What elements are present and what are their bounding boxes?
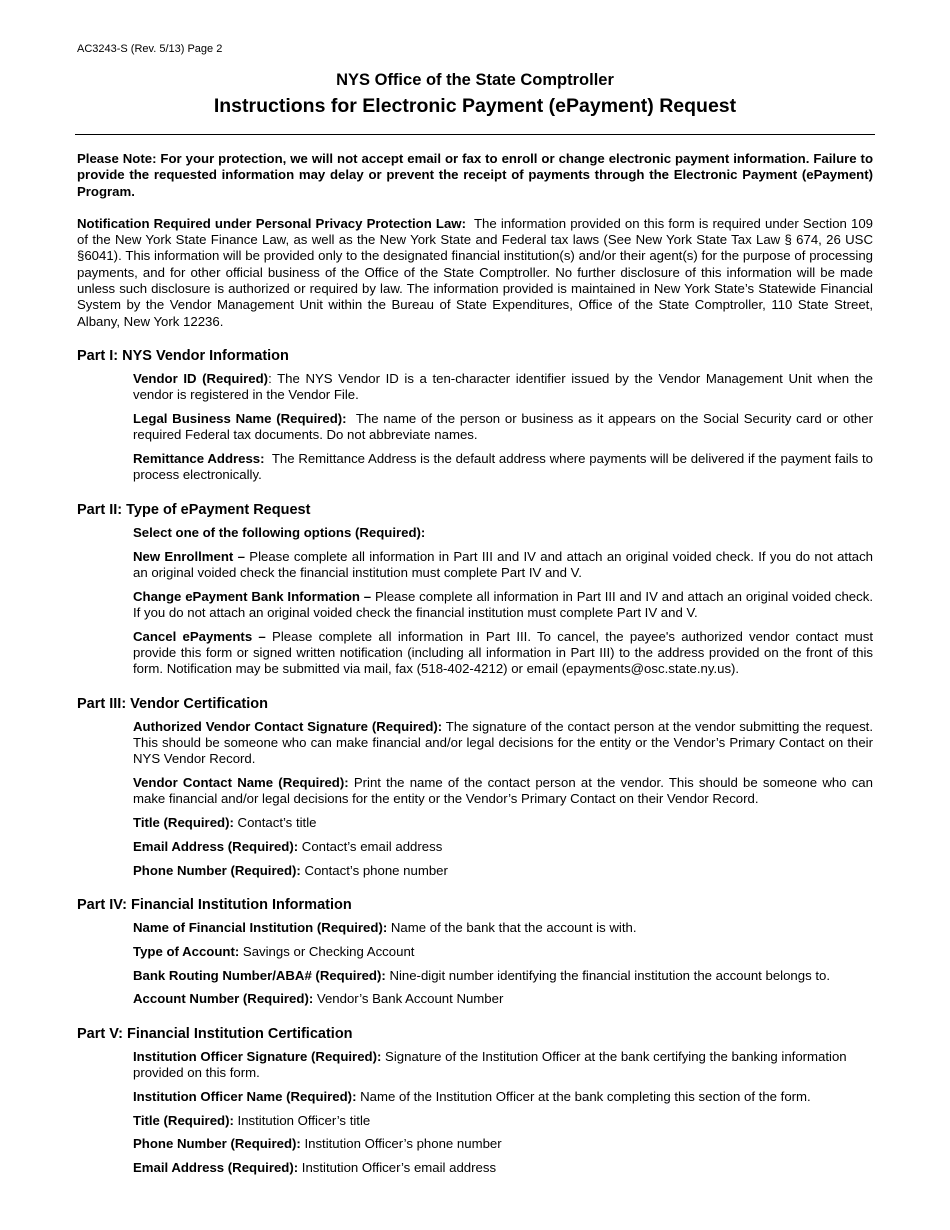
item-label: Phone Number (Required): (133, 862, 301, 878)
list-item (133, 1049, 873, 1082)
item-label: Cancel ePayments – (133, 628, 266, 644)
part2-title: Part II: Type of ePayment Request (77, 501, 311, 518)
part3-items (133, 719, 873, 879)
list-item (133, 920, 873, 936)
list-item (133, 991, 873, 1007)
item-label: Phone Number (Required): (133, 1136, 301, 1152)
list-item (133, 968, 873, 984)
instructions-body (77, 151, 873, 1184)
list-item (133, 719, 873, 768)
list-item (133, 775, 873, 808)
item-label: New Enrollment – (133, 548, 245, 564)
item-label: Account Number (Required): (133, 991, 314, 1007)
item-label: Title (Required): (133, 815, 234, 831)
part3-title: Part III: Vendor Certification (77, 695, 268, 712)
item-label: Vendor ID (Required) (133, 370, 269, 386)
privacy-label: Notification Required under Personal Privacy Protection Law: (77, 215, 466, 231)
item-label: Vendor Contact Name (Required): (133, 775, 349, 791)
item-text: Contact’s title (237, 815, 317, 831)
item-text: Contact’s email address (301, 838, 443, 854)
part4-items (133, 920, 873, 1008)
item-label: Title (Required): (133, 1112, 234, 1128)
item-text: The signature of the contact person at the vendor submitting the request. This should be someone who can make financial and/or legal decisions for the entity or the Vendor’s Primary Contact on their NYS Vendor Record. (133, 718, 873, 767)
item-text: Institution Officer’s phone number (304, 1136, 502, 1152)
part1-items (133, 371, 873, 484)
list-item (133, 944, 873, 960)
list-item (133, 839, 873, 855)
list-item (133, 1136, 873, 1152)
item-label: Bank Routing Number/ABA# (Required): (133, 967, 386, 983)
item-text: Please complete all information in Part III and IV and attach an original voided check. If you do not attach an original voided check the financial institution must complete Part IV and V. (133, 588, 873, 620)
page-title: Instructions for Electronic Payment (ePayment) Request (213, 95, 737, 117)
list-item (133, 549, 873, 582)
part1-title: Part I: NYS Vendor Information (77, 347, 289, 364)
list-item (133, 863, 873, 879)
list-item (133, 815, 873, 831)
item-label: Authorized Vendor Contact Signature (Required): (133, 718, 443, 734)
item-text: Institution Officer’s email address (301, 1160, 497, 1176)
item-text: Name of the Institution Officer at the bank completing this section of the form. (360, 1088, 811, 1104)
part4-title: Part IV: Financial Institution Information (77, 897, 352, 913)
item-text: Name of the bank that the account is with. (390, 920, 637, 935)
office-header: NYS Office of the State Comptroller (336, 71, 614, 89)
list-item (133, 589, 873, 622)
item-text: Institution Officer’s title (237, 1112, 371, 1128)
item-text: Contact’s phone number (304, 862, 448, 878)
item-label: Email Address (Required): (133, 1160, 299, 1176)
item-text: Savings or Checking Account (242, 943, 415, 959)
select-instruction (133, 525, 873, 541)
part5-title: Part V: Financial Institution Certification (77, 1025, 353, 1042)
item-text: Signature of the Institution Officer at the bank certifying the banking information provided on this form. (133, 1048, 847, 1080)
form-id: AC3243-S (Rev. 5/13) Page 2 (77, 43, 223, 55)
item-label: Name of Financial Institution (Required): (133, 920, 388, 935)
item-text: Please complete all information in Part III. To cancel, the payee's authorized vendor contact must provide this form or signed written notification (including all information in Part III) to the address provided on the front of this form. Notification may be submitted via mail, fax (518-402-4212) or email (epayments@osc.state.ny.us). (133, 628, 873, 677)
item-label: Change ePayment Bank Information – (133, 588, 372, 604)
item-text: Please complete all information in Part III and IV and attach an original voided check. If you do not attach an original voided check the financial institution must complete Part IV and V. (133, 548, 873, 580)
item-text: Nine-digit number identifying the financial institution the account belongs to. (389, 967, 831, 983)
select-label: Select one of the following options (Required): (133, 524, 426, 540)
item-text: Print the name of the contact person at the vendor. This should be someone who can make financial and/or legal decisions for the entity or the Vendor’s Primary Contact on their Vendor Record. (133, 775, 873, 807)
item-label: Remittance Address: (133, 451, 265, 467)
item-text: The name of the person or business as it appears on the Social Security card or other required Federal tax documents. Do not abbreviate names. (133, 411, 873, 443)
list-item (133, 1113, 873, 1129)
protection-note: Please Note: For your protection, we will not accept email or fax to enroll or change electronic payment information. Failure to provide the requested information may delay or prevent the receipt of payments through the Electronic Payment (ePayment) Program. (77, 151, 873, 199)
item-text: The Remittance Address is the default address where payments will be delivered if the payment fails to process electronically. (133, 451, 873, 483)
privacy-notice (77, 216, 873, 330)
item-label: Institution Officer Name (Required): (133, 1088, 357, 1104)
list-item (133, 1089, 873, 1105)
header-divider (75, 134, 875, 135)
part5-items (133, 1049, 873, 1177)
item-text: : The NYS Vendor ID is a ten-character identifier issued by the Vendor Management Unit when the vendor is registered in the Vendor File. (133, 370, 874, 403)
item-label: Institution Officer Signature (Required): (133, 1048, 382, 1064)
list-item (133, 1160, 873, 1176)
list-item (133, 451, 873, 484)
privacy-text: The information provided on this form is required under Section 109 of the New York State Finance Law, as well as the New York State and Federal tax laws (See New York State Tax Law § 674, 26 USC §6041). This information will be provided only to the designated financial institution(s) and/or their agent(s) for the purpose of processing payments, and for other official business of the Office of the State Comptroller. No further disclosure of this information will be made unless such disclosure is authorized or required by law. The information provided is maintained in New York State’s Statewide Financial System by the Vendor Management Unit within the Bureau of State Expenditures, Office of the State Comptroller, 110 State Street, Albany, New York 12236. (77, 215, 873, 329)
list-item (133, 629, 873, 678)
item-label: Legal Business Name (Required): (133, 411, 347, 427)
list-item (133, 411, 873, 444)
item-label: Email Address (Required): (133, 838, 299, 854)
item-text: Vendor’s Bank Account Number (316, 991, 504, 1007)
item-label: Type of Account: (133, 943, 240, 959)
part2-items (133, 525, 873, 678)
list-item (133, 371, 873, 404)
